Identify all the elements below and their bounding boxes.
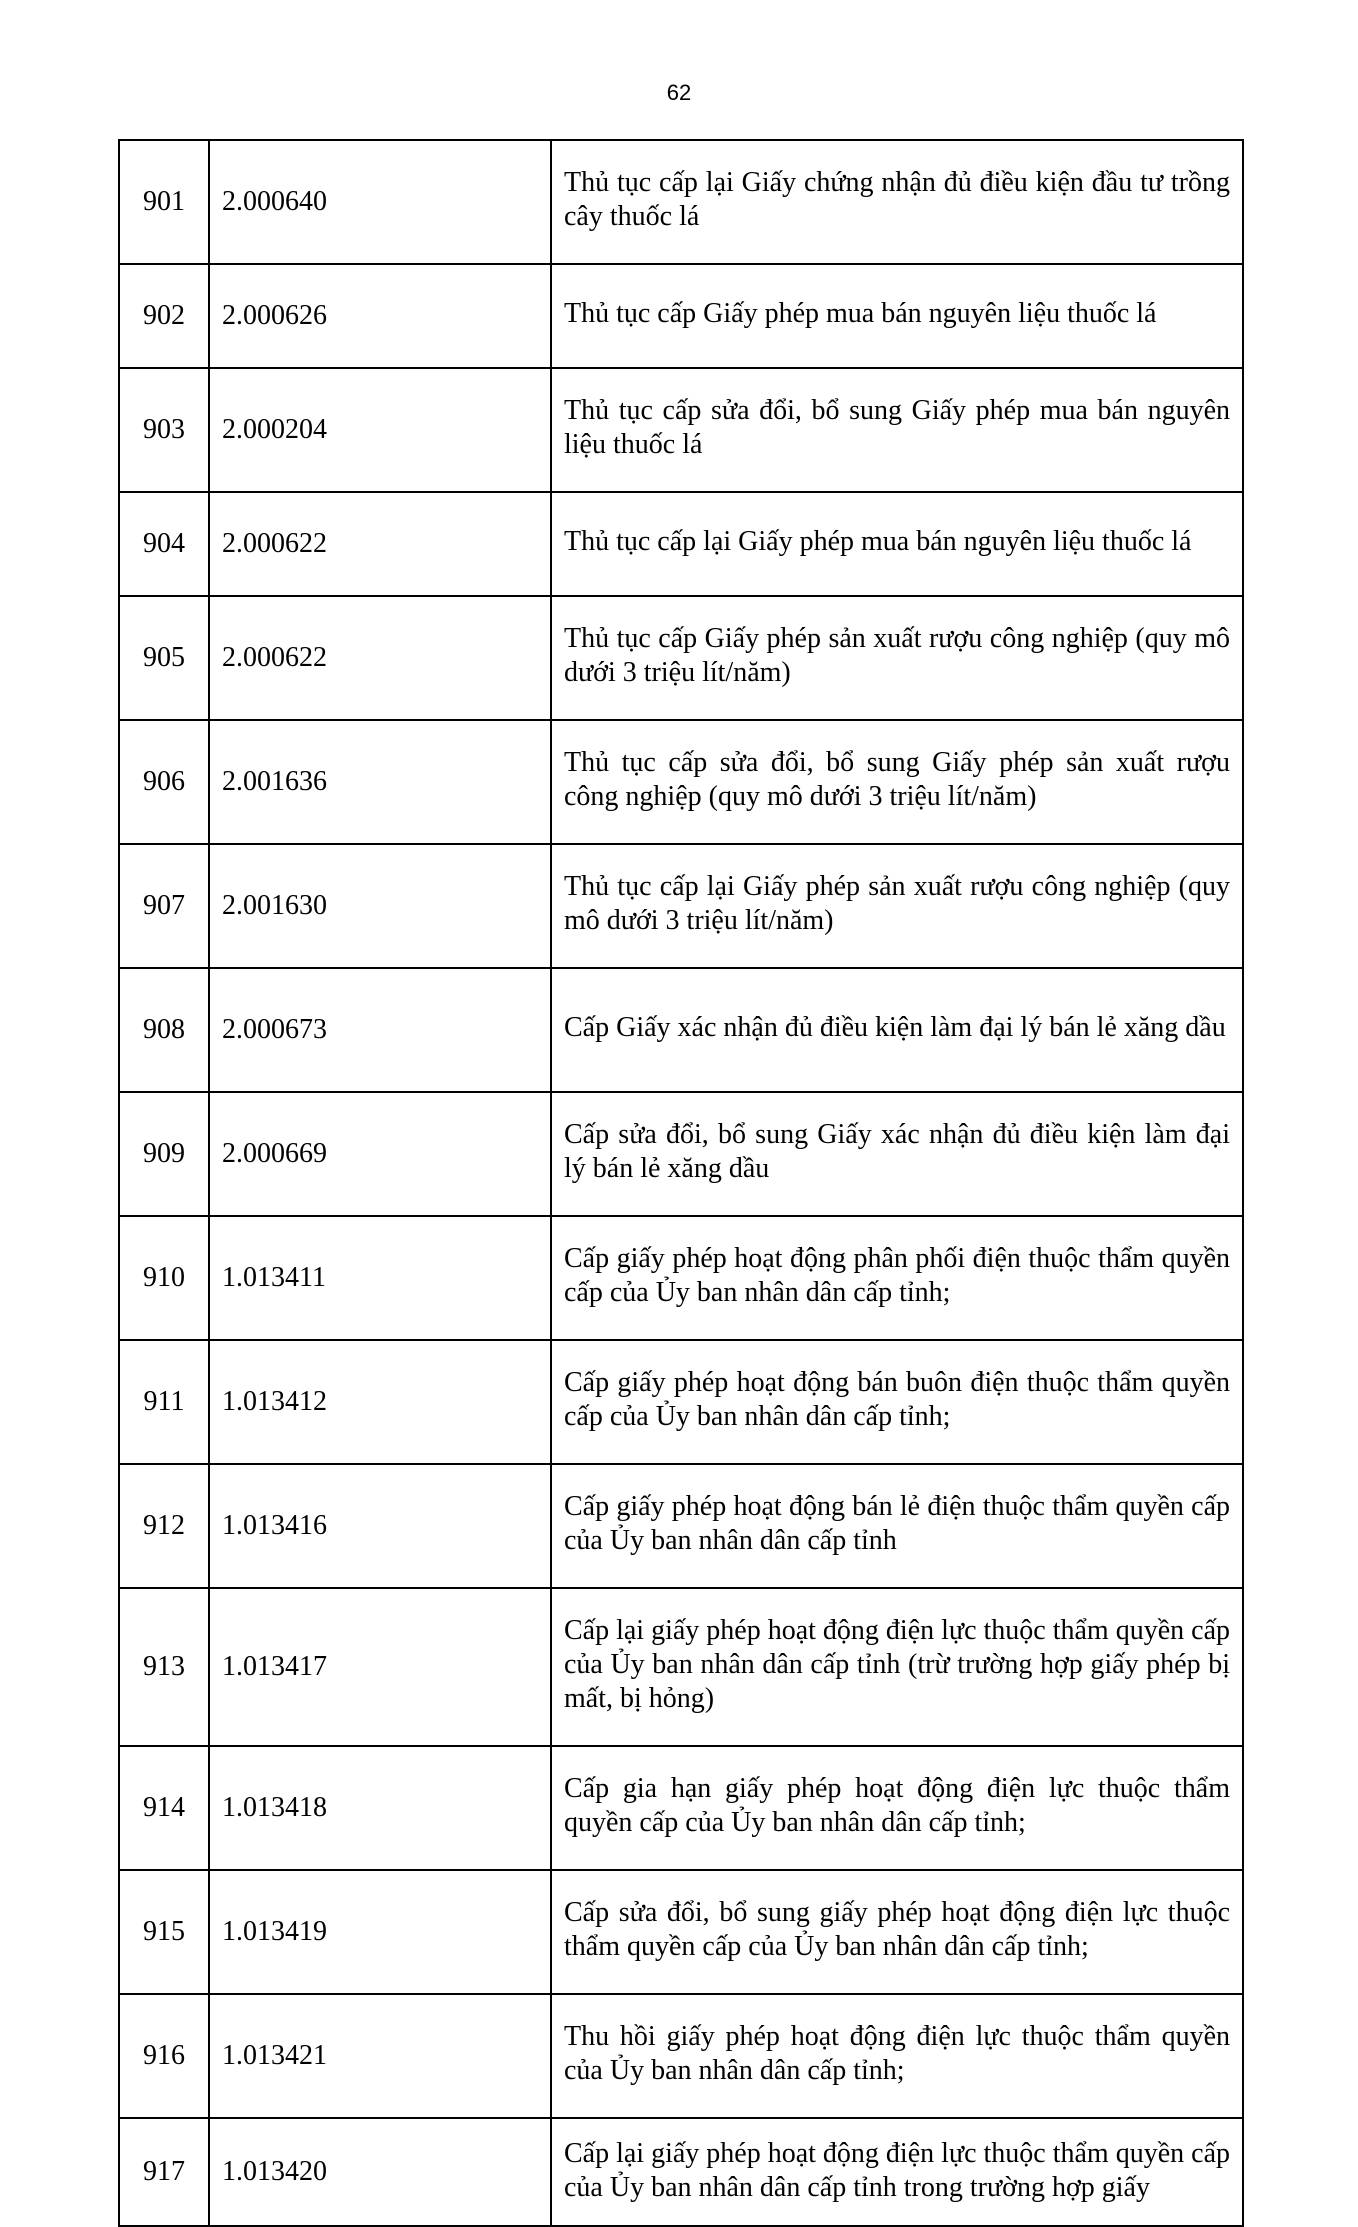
- row-number: 912: [119, 1464, 209, 1588]
- table-row: [119, 1340, 1243, 1464]
- row-number: 910: [119, 1216, 209, 1340]
- table-row: [119, 1092, 1243, 1216]
- row-number: 901: [119, 140, 209, 264]
- row-number: 907: [119, 844, 209, 968]
- procedure-name: Thủ tục cấp sửa đổi, bổ sung Giấy phép mua bán nguyên liệu thuốc lá: [551, 368, 1243, 492]
- row-number: 914: [119, 1746, 209, 1870]
- row-number: 911: [119, 1340, 209, 1464]
- row-number: 917: [119, 2118, 209, 2226]
- procedure-code: 2.000622: [209, 492, 551, 596]
- procedure-code: 1.013420: [209, 2118, 551, 2226]
- procedure-code: 2.000673: [209, 968, 551, 1092]
- table-row: [119, 264, 1243, 368]
- procedure-name: Cấp giấy phép hoạt động bán buôn điện thuộc thẩm quyền cấp của Ủy ban nhân dân cấp tỉnh;: [551, 1340, 1243, 1464]
- procedure-code: 2.001636: [209, 720, 551, 844]
- procedure-code: 1.013411: [209, 1216, 551, 1340]
- row-number: 916: [119, 1994, 209, 2118]
- procedure-name: Cấp sửa đổi, bổ sung giấy phép hoạt động điện lực thuộc thẩm quyền cấp của Ủy ban nhân dân cấp tỉnh;: [551, 1870, 1243, 1994]
- procedure-name: Cấp gia hạn giấy phép hoạt động điện lực thuộc thẩm quyền cấp của Ủy ban nhân dân cấp tỉnh;: [551, 1746, 1243, 1870]
- procedure-code: 2.000204: [209, 368, 551, 492]
- procedure-name: Thủ tục cấp lại Giấy chứng nhận đủ điều kiện đầu tư trồng cây thuốc lá: [551, 140, 1243, 264]
- procedure-name: Cấp giấy phép hoạt động bán lẻ điện thuộc thẩm quyền cấp của Ủy ban nhân dân cấp tỉnh: [551, 1464, 1243, 1588]
- table-row: [119, 720, 1243, 844]
- procedure-name: Cấp lại giấy phép hoạt động điện lực thuộc thẩm quyền cấp của Ủy ban nhân dân cấp tỉnh (trừ trường hợp giấy phép bị mất, bị hỏng): [551, 1588, 1243, 1746]
- procedure-name: Thủ tục cấp sửa đổi, bổ sung Giấy phép sản xuất rượu công nghiệp (quy mô dưới 3 triệu lít/năm): [551, 720, 1243, 844]
- procedure-name: Cấp giấy phép hoạt động phân phối điện thuộc thẩm quyền cấp của Ủy ban nhân dân cấp tỉnh;: [551, 1216, 1243, 1340]
- row-number: 915: [119, 1870, 209, 1994]
- row-number: 902: [119, 264, 209, 368]
- table-row: [119, 1216, 1243, 1340]
- row-number: 903: [119, 368, 209, 492]
- table-row: [119, 968, 1243, 1092]
- procedure-code: 1.013421: [209, 1994, 551, 2118]
- page-number: 62: [666, 80, 692, 105]
- row-number: 906: [119, 720, 209, 844]
- table-row: [119, 1870, 1243, 1994]
- table-row: [119, 368, 1243, 492]
- procedure-code: 2.000622: [209, 596, 551, 720]
- row-number: 909: [119, 1092, 209, 1216]
- table-row: [119, 140, 1243, 264]
- procedure-code: 1.013417: [209, 1588, 551, 1746]
- procedure-name: Cấp Giấy xác nhận đủ điều kiện làm đại lý bán lẻ xăng dầu: [551, 968, 1243, 1092]
- row-number: 908: [119, 968, 209, 1092]
- table-row: [119, 2118, 1243, 2226]
- procedure-name: Cấp lại giấy phép hoạt động điện lực thuộc thẩm quyền cấp của Ủy ban nhân dân cấp tỉnh trong trường hợp giấy: [551, 2118, 1243, 2226]
- procedure-name: Thủ tục cấp lại Giấy phép mua bán nguyên liệu thuốc lá: [551, 492, 1243, 596]
- procedure-code: 1.013416: [209, 1464, 551, 1588]
- procedure-table: [118, 139, 1244, 2227]
- procedure-name: Thủ tục cấp Giấy phép sản xuất rượu công nghiệp (quy mô dưới 3 triệu lít/năm): [551, 596, 1243, 720]
- table-row: [119, 844, 1243, 968]
- table-row: [119, 1994, 1243, 2118]
- procedure-code: 1.013418: [209, 1746, 551, 1870]
- procedure-code: 2.000669: [209, 1092, 551, 1216]
- table-row: [119, 1464, 1243, 1588]
- procedure-name: Thu hồi giấy phép hoạt động điện lực thuộc thẩm quyền của Ủy ban nhân dân cấp tỉnh;: [551, 1994, 1243, 2118]
- table-row: [119, 1588, 1243, 1746]
- procedure-code: 1.013412: [209, 1340, 551, 1464]
- procedure-name: Thủ tục cấp lại Giấy phép sản xuất rượu công nghiệp (quy mô dưới 3 triệu lít/năm): [551, 844, 1243, 968]
- table-row: [119, 1746, 1243, 1870]
- table-row: [119, 492, 1243, 596]
- procedure-name: Thủ tục cấp Giấy phép mua bán nguyên liệu thuốc lá: [551, 264, 1243, 368]
- row-number: 905: [119, 596, 209, 720]
- row-number: 904: [119, 492, 209, 596]
- procedure-code: 2.000640: [209, 140, 551, 264]
- table-row: [119, 596, 1243, 720]
- procedure-code: 1.013419: [209, 1870, 551, 1994]
- procedure-code: 2.001630: [209, 844, 551, 968]
- procedure-code: 2.000626: [209, 264, 551, 368]
- row-number: 913: [119, 1588, 209, 1746]
- procedure-name: Cấp sửa đổi, bổ sung Giấy xác nhận đủ điều kiện làm đại lý bán lẻ xăng dầu: [551, 1092, 1243, 1216]
